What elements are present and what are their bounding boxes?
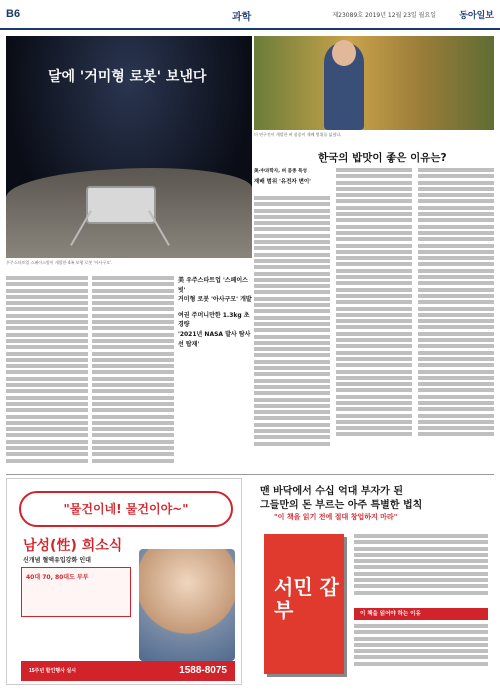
lead-subheads: [178, 276, 252, 349]
page-number: B6: [6, 8, 21, 20]
subhead: 여권 주머니만한 1.3kg 초경량: [178, 311, 250, 329]
ad-bubble: "물건이네! 물건이야~": [19, 491, 233, 527]
spokesperson-photo: [139, 549, 235, 661]
second-headline: 한국의 밥맛이 좋은 이유는?: [318, 152, 447, 164]
ad-phone-label: 15주년 할인행사 실시: [29, 668, 76, 674]
lead-photo: [6, 36, 252, 258]
lead-caption: 우주스타트업 스페이스빗이 개발한 4족 보행 로봇 '아사구모'.: [6, 260, 113, 265]
advertisement-book[interactable]: [250, 478, 494, 685]
article-column: [418, 168, 494, 472]
spider-robot-icon: [86, 186, 156, 224]
ad-phone-number: 1588-8075: [179, 665, 227, 676]
ad-subtitle: 신개념 혈액유입강화 인대: [23, 557, 91, 564]
second-lede: 재배 범위 '유전자 변이': [254, 179, 311, 185]
ad-book-cta[interactable]: 이 책을 읽어야 하는 이유: [354, 608, 488, 620]
ad-book-line1: 맨 바닥에서 수십 억대 부자가 된: [260, 486, 403, 497]
ad-book-line2: 그들만의 돈 부르는 아주 특별한 법칙: [260, 500, 423, 511]
researcher-photo: [254, 36, 494, 130]
face: [332, 40, 356, 66]
ad-book-header: [250, 478, 494, 522]
advertisement-health[interactable]: [6, 478, 242, 685]
ad-title: 남성(性) 희소식: [23, 538, 123, 554]
book-cover: [264, 534, 344, 674]
page-header: [0, 0, 500, 30]
book-title: 서민 갑부: [274, 575, 339, 622]
article-column: [254, 196, 330, 472]
second-byline: 美·中과학자, 벼 품종 특성: [254, 169, 307, 174]
article-column: [6, 276, 88, 472]
article-column: [336, 168, 412, 472]
subhead: '2021년 NASA 발사 탐사선 탑재': [178, 330, 251, 348]
issue-date: 제23089호 2019년 12월 23일 월요일: [332, 12, 436, 19]
subhead: 거미형 로봇 '아사구모' 개발: [178, 296, 252, 304]
ad-book-bullets: [354, 624, 488, 674]
section-name: 과학: [232, 12, 252, 23]
ad-offer: 40대 70, 80대도 부부: [26, 574, 89, 581]
masthead-logo: 동아일보: [459, 10, 494, 20]
ad-feature-box: [21, 567, 131, 617]
ad-book-line3: "이 책을 읽기 전에 절대 창업하지 마라": [274, 513, 398, 521]
lead-headline: 달에 '거미형 로봇' 보낸다: [48, 69, 207, 85]
article-column: [92, 276, 174, 472]
ad-divider: [6, 474, 494, 475]
ad-book-text: [354, 534, 488, 604]
subhead: 美 우주스타트업 '스페이스빗': [178, 277, 248, 294]
second-caption: 미 연구진이 개발한 벼 품종이 재배 범위를 넓혔다.: [254, 132, 342, 137]
ad-phone-bar[interactable]: [21, 661, 235, 681]
